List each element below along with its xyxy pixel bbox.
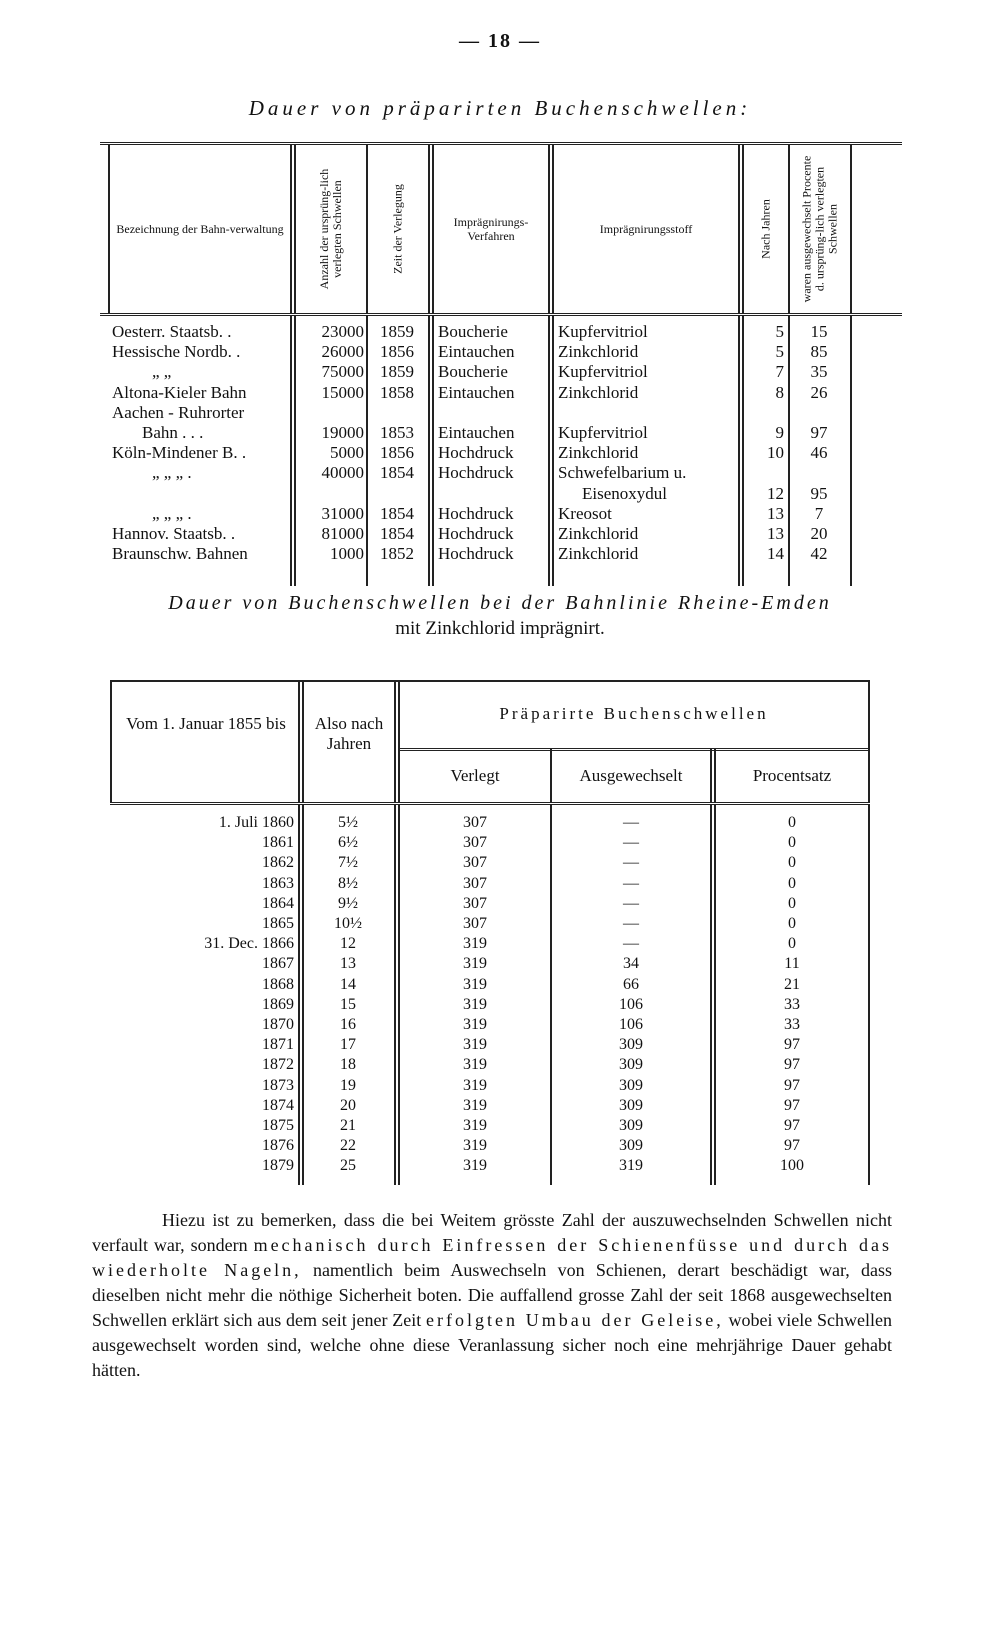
table2-cell-jahre: 14 <box>340 975 356 993</box>
table2-cell-procent: 97 <box>784 1056 800 1074</box>
table2-cell-procent: 0 <box>788 894 796 912</box>
table2-cell-procent: 0 <box>788 814 796 831</box>
table2-cell-procent: 97 <box>784 1076 800 1094</box>
table2-cell-procent: 100 <box>780 1157 804 1175</box>
table2-cell-verlegt: 319 <box>463 1016 487 1033</box>
table1-cell-procent: 85 <box>810 342 828 362</box>
table2-row <box>110 874 870 894</box>
table2-cell-verlegt: 319 <box>463 1137 487 1155</box>
header-vom: Vom 1. Januar 1855 bis <box>126 714 286 733</box>
table2-cell-date: 1865 <box>262 915 294 932</box>
table2-cell-jahre: 12 <box>340 935 356 953</box>
table2-cell-ausgewechselt: — <box>623 814 639 831</box>
table2-cell-jahre: 22 <box>340 1137 356 1155</box>
table1-cell-stoff: Zinkchlorid <box>558 524 639 543</box>
table2-cell-procent: 33 <box>784 995 800 1013</box>
header-praeparirte: Präparirte Buchenschwellen <box>499 704 769 723</box>
header-anzahl: Anzahl der ursprüng-lich verlegten Schwellen <box>317 168 344 290</box>
table2-cell-procent: 97 <box>784 1036 800 1054</box>
table1-cell-verfahren: Hochdruck <box>438 503 514 523</box>
header-procent: waren ausgewechselt Procente d. ursprüng-lich verlegten Schwellen <box>799 155 840 303</box>
table2-row <box>110 914 870 934</box>
header-ausgewechselt: Ausgewechselt <box>579 766 683 785</box>
table1-cell-anzahl: 26000 <box>321 342 364 362</box>
table1-cell-jahre: 7 <box>775 362 784 382</box>
table1-cell-anzahl: 40000 <box>321 463 364 483</box>
table1-cell-bahn: Aachen - Ruhrorter <box>112 402 245 422</box>
table1-body <box>100 316 902 586</box>
table2-row <box>110 1015 870 1035</box>
table2-cell-procent: 97 <box>784 1117 800 1134</box>
table1-cell-procent: 7 <box>814 503 824 523</box>
paragraph-text-1: Hiezu ist zu bemerken, dass die bei Weitem grösste Zahl der auszuwechselnden Schwellen nicht verfault war, sondern <box>92 1210 892 1255</box>
table2-cell-date: 1871 <box>262 1036 294 1054</box>
table2-cell-ausgewechselt: 309 <box>619 1056 643 1074</box>
table2-cell-ausgewechselt: — <box>623 834 639 852</box>
table1-cell-anzahl: 81000 <box>321 524 364 543</box>
page-number: — 18 — <box>459 30 541 52</box>
table2-cell-verlegt: 319 <box>463 1076 487 1094</box>
table2-cell-ausgewechselt: — <box>623 935 639 953</box>
table2-cell-procent: 0 <box>788 915 796 932</box>
table1-cell-verfahren: Eintauchen <box>438 382 515 402</box>
table2-cell-date: 31. Dec. 1866 <box>204 935 294 953</box>
table1-cell-stoff: Zinkchlorid <box>558 342 639 362</box>
header-jahren: Also nach Jahren <box>314 714 384 753</box>
table2-cell-jahre: 6½ <box>338 834 358 852</box>
table1-cell-bahn: Braunschw. Bahnen <box>112 544 248 564</box>
table1-cell-procent: 15 <box>810 322 828 341</box>
table2-cell-ausgewechselt: — <box>623 915 639 932</box>
table1-cell-stoff: Eisenoxydul <box>582 483 667 503</box>
table1-cell-procent: 26 <box>810 382 828 402</box>
table1-cell-bahn: Oesterr. Staatsb. . <box>112 322 232 341</box>
table2-cell-ausgewechselt: 309 <box>619 1117 643 1134</box>
table1-row <box>100 484 902 504</box>
table2-cell-jahre: 10½ <box>334 915 362 932</box>
table1-cell-anzahl: 19000 <box>321 423 364 442</box>
table2-cell-jahre: 21 <box>340 1117 356 1134</box>
table2-cell-date: 1872 <box>262 1056 294 1074</box>
table2-cell-verlegt: 319 <box>463 935 487 953</box>
table1-cell-zeit: 1854 <box>380 463 414 483</box>
table2-cell-verlegt: 307 <box>463 814 487 831</box>
table2-row <box>110 995 870 1015</box>
table2-cell-verlegt: 307 <box>463 894 487 912</box>
table2-cell-verlegt: 319 <box>463 975 487 993</box>
table1-cell-procent: 42 <box>810 544 828 564</box>
table2-cell-date: 1862 <box>262 854 294 872</box>
header-procent-cell <box>790 145 850 313</box>
table2-cell-procent: 0 <box>788 834 796 852</box>
table2-cell-date: 1874 <box>262 1096 294 1114</box>
table1-cell-procent: 46 <box>810 443 828 463</box>
table1-cell-zeit: 1854 <box>380 503 414 523</box>
table1-cell-verfahren: Hochdruck <box>438 544 514 564</box>
table2-cell-procent: 97 <box>784 1137 800 1155</box>
header-procentsatz: Procentsatz <box>752 766 832 785</box>
table2-cell-date: 1863 <box>262 874 294 892</box>
table2-row <box>110 853 870 873</box>
table1-cell-stoff: Kupfervitriol <box>558 362 648 382</box>
table1-cell-procent: 35 <box>810 362 828 382</box>
table1-cell-zeit: 1858 <box>380 382 414 402</box>
table2-body <box>110 805 870 1185</box>
table1-cell-verfahren: Boucherie <box>438 322 508 341</box>
table1-cell-bahn: Altona-Kieler Bahn <box>112 382 247 402</box>
table1-cell-jahre: 13 <box>767 524 784 543</box>
table2-cell-jahre: 15 <box>340 995 356 1013</box>
table2-cell-jahre: 17 <box>340 1036 356 1054</box>
remarks-paragraph <box>92 1208 892 1383</box>
header-jahre: Nach Jahren <box>758 199 773 259</box>
table1-row <box>100 362 902 382</box>
table2-cell-date: 1873 <box>262 1076 294 1094</box>
table1-row <box>100 443 902 463</box>
table2-cell-jahre: 5½ <box>338 814 358 831</box>
paragraph-emphasis-2: erfolgten Umbau der Geleise, <box>426 1310 724 1330</box>
table1-cell-jahre: 14 <box>767 544 784 564</box>
table1-row <box>100 383 902 403</box>
table1-row <box>100 322 902 342</box>
table2-cell-jahre: 16 <box>340 1016 356 1033</box>
table2-cell-jahre: 19 <box>340 1076 356 1094</box>
table2-cell-jahre: 9½ <box>338 894 358 912</box>
table1-cell-anzahl: 1000 <box>330 544 364 564</box>
table2-cell-date: 1868 <box>262 975 294 993</box>
table2-cell-procent: 11 <box>784 955 800 973</box>
table2-cell-procent: 21 <box>784 975 800 993</box>
table2-cell-verlegt: 319 <box>463 995 487 1013</box>
header-verlegt: Verlegt <box>450 766 500 785</box>
table1-cell-anzahl: 15000 <box>321 382 364 402</box>
table1-cell-jahre: 12 <box>767 483 784 503</box>
table1-cell-bahn: Bahn . . . <box>142 423 204 442</box>
table1-cell-bahn: Hannov. Staatsb. . <box>112 524 236 543</box>
table2-row <box>110 1116 870 1136</box>
table2-cell-verlegt: 319 <box>463 1157 487 1175</box>
table2-cell-jahre: 7½ <box>338 854 358 872</box>
paragraph-text-2: namentlich beim Auswechseln von Schienen, derart beschädigt war, dass dieselben nicht mehr die nöthige Sicherheit boten. Die auffallend grosse Zahl der seit 1868 ausgewechselten Schwellen erklärt sich aus dem seit jener Zeit <box>92 1260 892 1330</box>
table2-cell-ausgewechselt: 34 <box>623 955 639 973</box>
table1-cell-verfahren: Eintauchen <box>438 423 515 442</box>
table2-cell-jahre: 18 <box>340 1056 356 1074</box>
table2-cell-jahre: 8½ <box>338 874 358 892</box>
table1-cell-zeit: 1854 <box>380 524 414 543</box>
table2-cell-ausgewechselt: 106 <box>619 995 643 1013</box>
table1-cell-stoff: Kreosot <box>558 503 612 523</box>
table1-cell-zeit: 1859 <box>380 322 414 341</box>
table2-subtitle: mit Zinkchlorid imprägnirt. <box>395 618 605 639</box>
table2-cell-jahre: 25 <box>340 1157 356 1175</box>
table1-header <box>100 145 902 316</box>
table2-cell-procent: 0 <box>788 854 796 872</box>
table1-cell-verfahren: Hochdruck <box>438 463 514 483</box>
table1-cell-jahre: 13 <box>767 503 784 523</box>
table2-cell-verlegt: 319 <box>463 1096 487 1114</box>
table2-cell-verlegt: 307 <box>463 915 487 932</box>
table1-title: Dauer von präparirten Buchenschwellen: <box>248 96 752 120</box>
table1-cell-zeit: 1852 <box>380 544 414 564</box>
table2-cell-ausgewechselt: 319 <box>619 1157 643 1175</box>
table1-cell-zeit: 1856 <box>380 342 414 362</box>
table2-row <box>110 934 870 954</box>
table1-cell-jahre: 5 <box>775 342 784 362</box>
table1-cell-bahn: „ „ <box>152 362 172 382</box>
table2-cell-procent: 0 <box>788 874 796 892</box>
table2-cell-verlegt: 319 <box>463 1056 487 1074</box>
table1-cell-stoff: Kupfervitriol <box>558 322 648 341</box>
table2-cell-ausgewechselt: 309 <box>619 1076 643 1094</box>
table1-cell-jahre: 9 <box>775 423 784 442</box>
table1 <box>100 142 902 586</box>
table1-cell-zeit: 1859 <box>380 362 414 382</box>
table2-cell-date: 1875 <box>262 1117 294 1134</box>
header-zeit: Zeit der Verlegung <box>390 184 405 274</box>
table2-cell-verlegt: 319 <box>463 955 487 973</box>
table1-cell-zeit: 1856 <box>380 443 414 463</box>
table2-cell-date: 1867 <box>262 955 294 973</box>
table1-row <box>100 423 902 443</box>
table2 <box>110 680 870 1185</box>
table2-cell-procent: 33 <box>784 1016 800 1033</box>
table1-row <box>100 524 902 544</box>
table1-cell-anzahl: 5000 <box>330 443 364 463</box>
table2-cell-ausgewechselt: — <box>623 854 639 872</box>
table2-cell-jahre: 20 <box>340 1096 356 1114</box>
table2-cell-verlegt: 319 <box>463 1117 487 1134</box>
paragraph-text-3: wobei viele Schwellen ausgewechselt worden sind, welche ohne diese Veranlassung sicher noch eine mehrjährige Dauer gehabt hätten. <box>92 1310 893 1380</box>
table2-cell-verlegt: 319 <box>463 1036 487 1054</box>
table2-cell-verlegt: 307 <box>463 834 487 852</box>
table2-row <box>110 1156 870 1176</box>
table1-cell-jahre: 8 <box>775 382 784 402</box>
table2-cell-ausgewechselt: 66 <box>623 975 639 993</box>
table1-cell-anzahl: 31000 <box>321 503 364 523</box>
header-bahnverwaltung: Bezeichnung der Bahn-verwaltung <box>116 222 284 236</box>
table2-row <box>110 894 870 914</box>
table1-cell-verfahren: Hochdruck <box>438 443 514 463</box>
table1-cell-verfahren: Hochdruck <box>438 524 514 543</box>
table2-cell-date: 1870 <box>262 1016 294 1033</box>
table2-title: Dauer von Buchenschwellen bei der Bahnlinie Rheine-Emden <box>168 592 832 614</box>
table1-cell-verfahren: Eintauchen <box>438 342 515 362</box>
table2-cell-date: 1869 <box>262 995 294 1013</box>
table2-cell-date: 1864 <box>262 894 294 912</box>
table2-row <box>110 1136 870 1156</box>
table2-row <box>110 1096 870 1116</box>
table1-cell-procent: 20 <box>810 524 828 543</box>
table2-cell-ausgewechselt: 309 <box>619 1137 643 1155</box>
table1-cell-bahn: Köln-Mindener B. . <box>112 443 247 463</box>
table2-cell-jahre: 13 <box>340 955 356 973</box>
table1-cell-stoff: Kupfervitriol <box>558 423 648 442</box>
table1-cell-bahn: „ „ „ . <box>152 463 192 483</box>
table1-cell-stoff: Zinkchlorid <box>558 544 639 564</box>
table2-cell-date: 1876 <box>262 1137 294 1155</box>
table2-cell-ausgewechselt: 309 <box>619 1036 643 1054</box>
header-anzahl-cell <box>296 145 366 313</box>
table2-cell-ausgewechselt: 106 <box>619 1016 643 1033</box>
table2-cell-ausgewechselt: — <box>623 894 639 912</box>
table1-cell-stoff: Schwefelbarium u. <box>558 463 687 483</box>
table2-cell-ausgewechselt: — <box>623 874 639 892</box>
table2-cell-procent: 0 <box>788 935 796 953</box>
header-zeit-cell <box>368 145 428 313</box>
table1-row <box>100 463 902 483</box>
table1-cell-stoff: Zinkchlorid <box>558 382 639 402</box>
table2-row <box>110 1076 870 1096</box>
table2-cell-date: 1879 <box>262 1157 294 1175</box>
table1-cell-jahre: 10 <box>767 443 784 463</box>
table2-cell-ausgewechselt: 309 <box>619 1096 643 1114</box>
paragraph-emphasis-1: mechanisch durch Einfressen der Schienenfüsse und durch das wiederholte Nageln, <box>92 1235 893 1280</box>
table1-row <box>100 544 902 564</box>
table1-cell-bahn: Hessische Nordb. . <box>112 342 241 362</box>
table2-row <box>110 1055 870 1075</box>
table1-row <box>100 342 902 362</box>
header-jahre-cell <box>744 145 788 313</box>
table1-row <box>100 504 902 524</box>
header-verfahren: Imprägnirungs-Verfahren <box>453 215 529 243</box>
table2-row <box>110 813 870 833</box>
table2-row <box>110 954 870 974</box>
table2-row <box>110 833 870 853</box>
table1-cell-anzahl: 75000 <box>321 362 364 382</box>
table1-row <box>100 403 902 423</box>
table1-cell-bahn: „ „ „ . <box>152 503 192 523</box>
table2-cell-date: 1861 <box>262 834 294 852</box>
table2-row <box>110 1035 870 1055</box>
table2-cell-verlegt: 307 <box>463 874 487 892</box>
table1-cell-verfahren: Boucherie <box>438 362 508 382</box>
table1-cell-procent: 97 <box>810 423 828 442</box>
table2-cell-procent: 97 <box>784 1096 800 1114</box>
table1-cell-stoff: Zinkchlorid <box>558 443 639 463</box>
table1-cell-jahre: 5 <box>775 322 784 341</box>
table2-header <box>110 680 870 805</box>
table2-cell-verlegt: 307 <box>463 854 487 872</box>
table1-cell-anzahl: 23000 <box>321 322 364 341</box>
table2-row <box>110 975 870 995</box>
table1-cell-procent: 95 <box>810 483 828 503</box>
header-stoff: Imprägnirungsstoff <box>599 222 693 236</box>
table1-cell-zeit: 1853 <box>380 423 414 442</box>
table2-cell-date: 1. Juli 1860 <box>218 814 294 831</box>
